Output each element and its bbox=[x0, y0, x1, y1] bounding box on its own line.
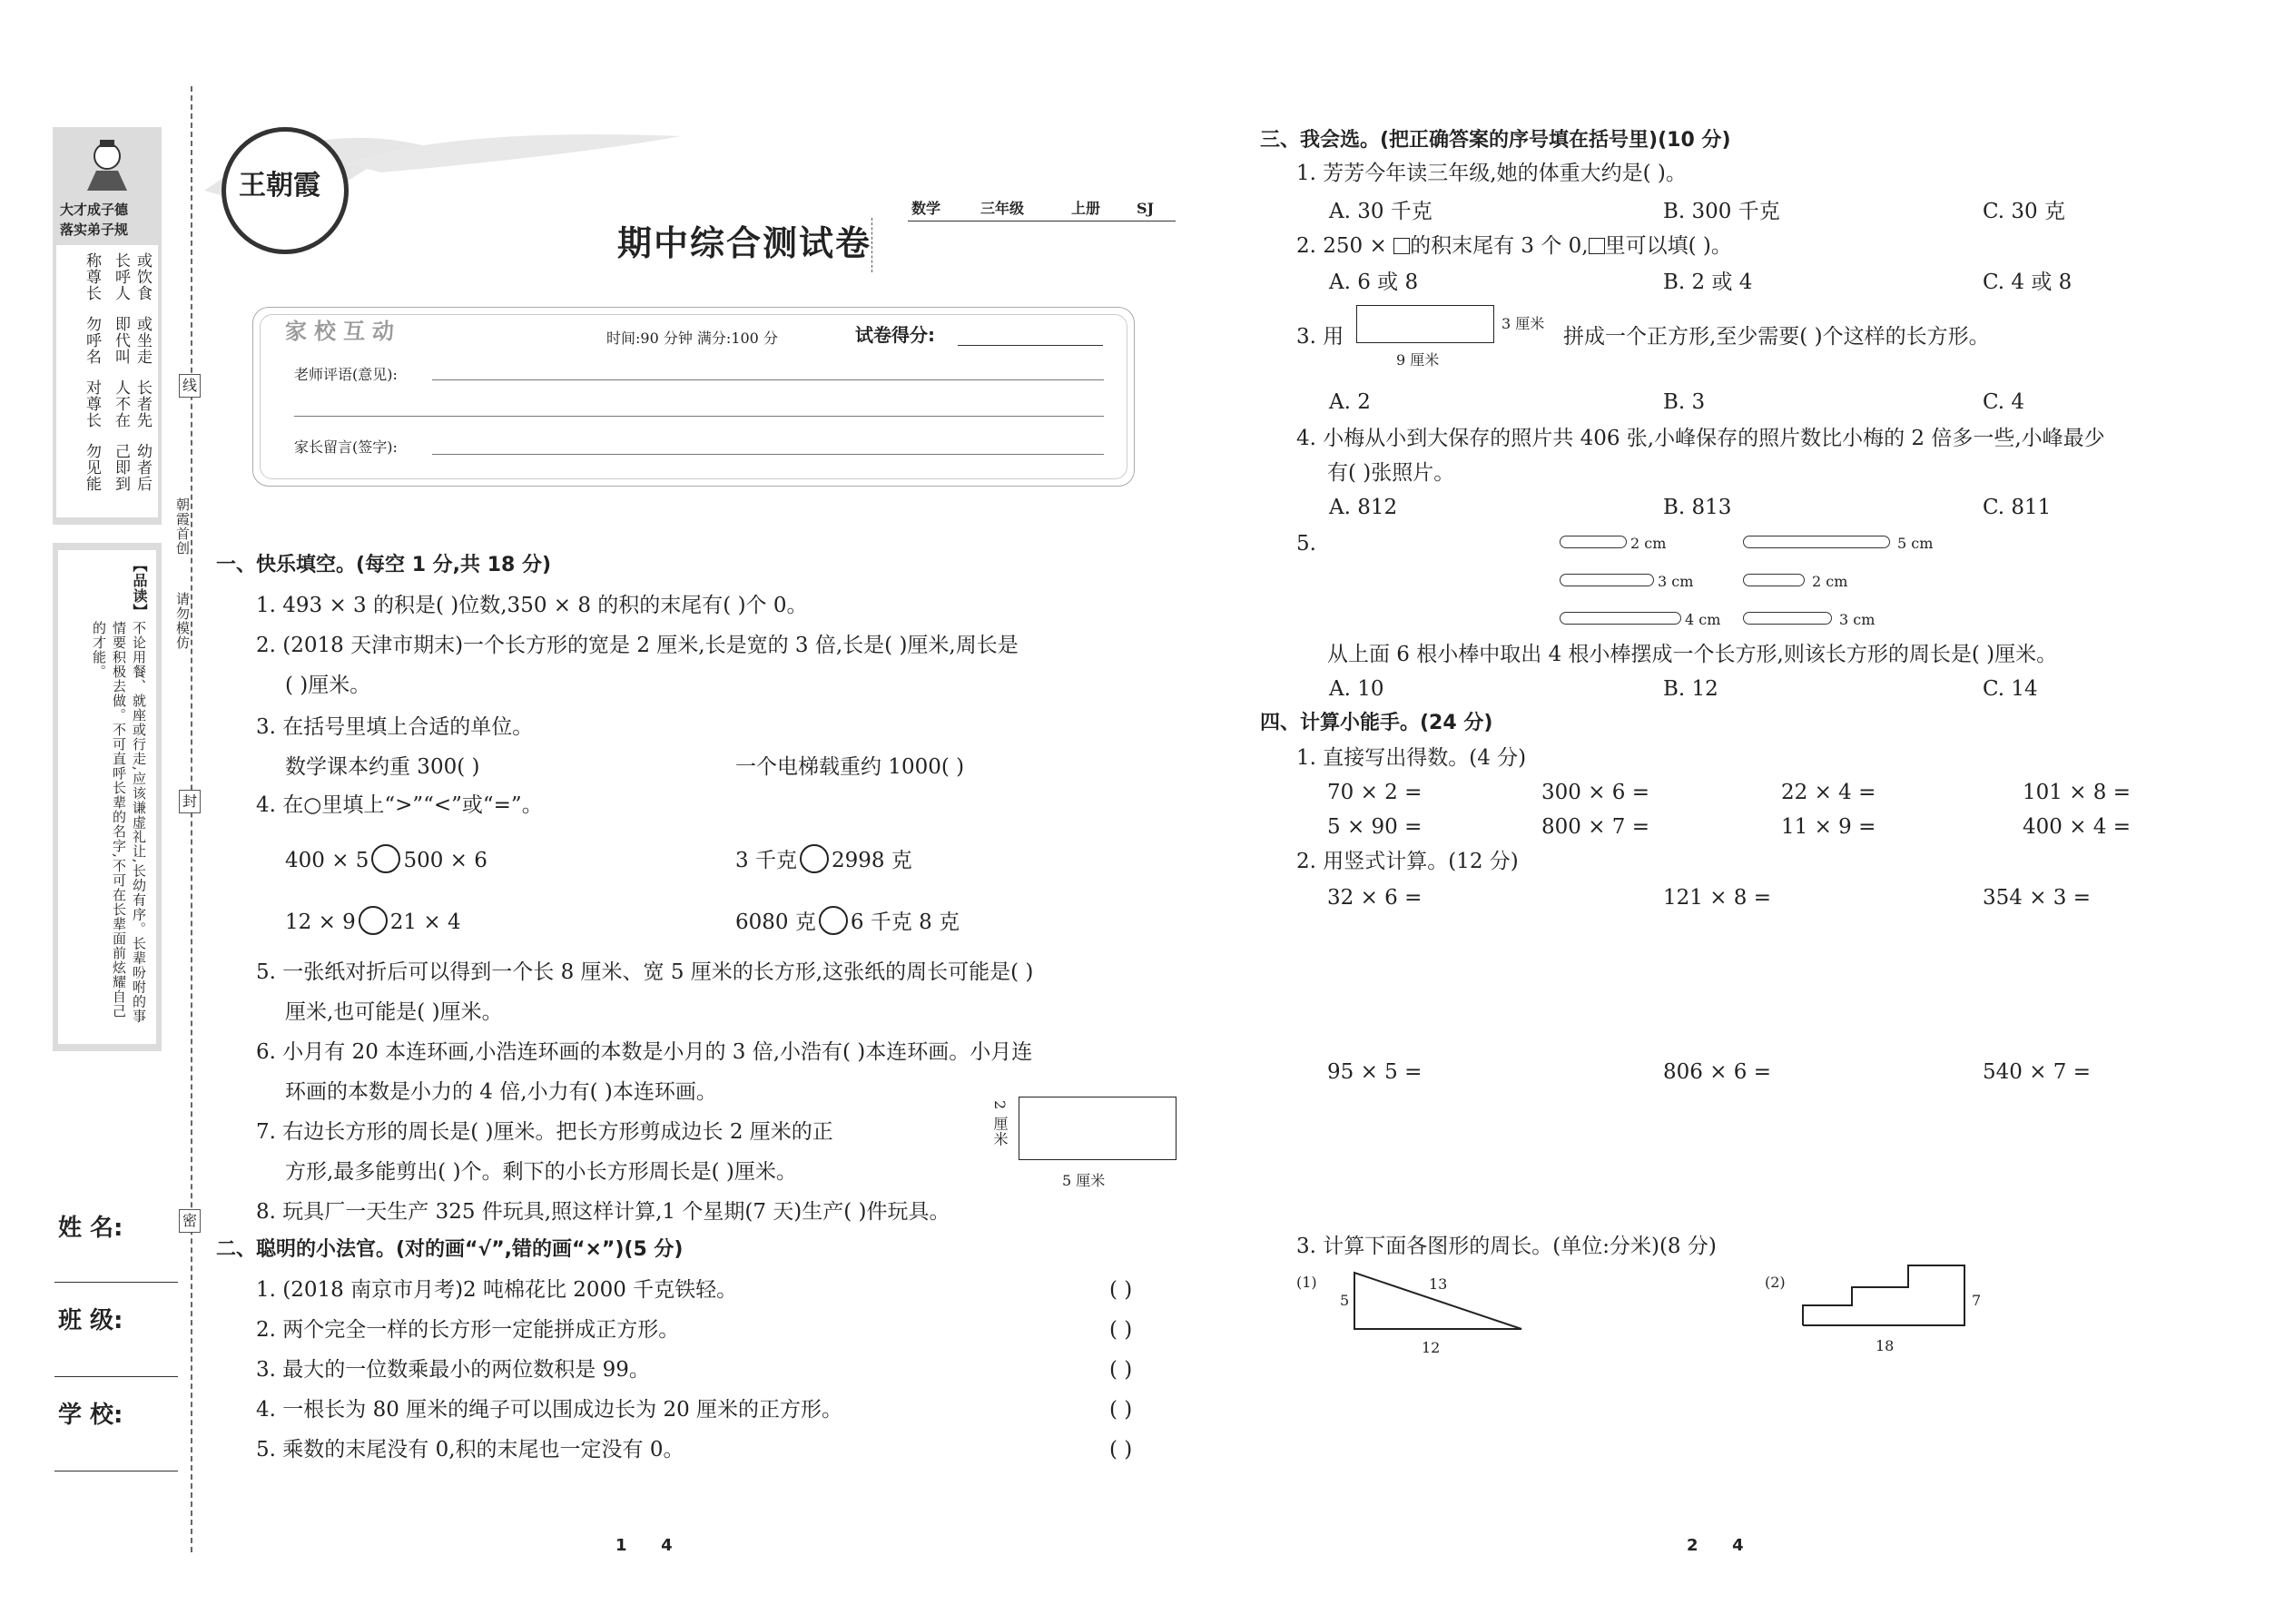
side-title-1: 大才成子德 bbox=[60, 202, 129, 218]
p1-q8: 8. 玩具厂一天生产 325 件玩具,照这样计算,1 个星期(7 天)生产( )件玩具。 bbox=[256, 1200, 950, 1224]
fig2-side-b: 18 bbox=[1876, 1337, 1895, 1354]
calc-item: 121 × 8 = bbox=[1663, 886, 1772, 910]
stick-label: 5 cm bbox=[1897, 535, 1934, 552]
class-label: 班 级: bbox=[58, 1307, 123, 1334]
stick bbox=[1560, 536, 1627, 548]
p3-q5: 5. bbox=[1296, 532, 1316, 556]
fig1-label: (1) bbox=[1296, 1274, 1317, 1291]
verse-col: 勿见能 bbox=[83, 443, 101, 492]
q3-rectangle bbox=[1356, 305, 1494, 343]
fig1-side-c: 13 bbox=[1429, 1275, 1448, 1293]
section-badge: 家校互动 bbox=[280, 318, 407, 345]
verse-col: 己即到 bbox=[112, 443, 130, 492]
page-number-right: 2 4 bbox=[1687, 1536, 1744, 1555]
binding-line bbox=[191, 86, 192, 1552]
name-label: 姓 名: bbox=[58, 1215, 123, 1242]
p1-q3b: 一个电梯载重约 1000( ) bbox=[735, 755, 965, 779]
page-title: 期中综合测试卷 bbox=[617, 222, 872, 263]
p3-q5-c[interactable]: C. 14 bbox=[1983, 677, 2038, 701]
p1-q4a: 400 × 5 500 × 6 bbox=[285, 844, 487, 874]
tag-subject: 数学 bbox=[911, 200, 941, 217]
stick-label: 2 cm bbox=[1630, 535, 1667, 552]
q7-width-label: 5 厘米 bbox=[1062, 1172, 1106, 1189]
p1-q5a: 5. 一张纸对折后可以得到一个长 8 厘米、宽 5 厘米的长方形,这张纸的周长可能是( ) bbox=[256, 960, 1034, 984]
compare-circle[interactable] bbox=[819, 906, 848, 935]
p4-s3: 3. 计算下面各图形的周长。(单位:分米)(8 分) bbox=[1296, 1235, 1717, 1258]
p2-item-5: 5. 乘数的末尾没有 0,积的末尾也一定没有 0。 bbox=[256, 1438, 684, 1462]
answer-paren[interactable]: ( ) bbox=[1109, 1358, 1133, 1382]
staircase-figure bbox=[1801, 1264, 1966, 1327]
p3-q4-a[interactable]: A. 812 bbox=[1329, 496, 1398, 519]
fig2-side-a: 7 bbox=[1972, 1292, 1982, 1309]
p1-q7a: 7. 右边长方形的周长是( )厘米。把长方形剪成边长 2 厘米的正 bbox=[256, 1120, 833, 1144]
fig1-side-a: 5 bbox=[1340, 1292, 1350, 1309]
p3-q1-b[interactable]: B. 300 千克 bbox=[1663, 200, 1780, 223]
answer-paren[interactable]: ( ) bbox=[1109, 1278, 1133, 1302]
copyright-1: 朝霞首创 bbox=[174, 497, 191, 556]
compare-circle[interactable] bbox=[371, 844, 400, 873]
stick bbox=[1743, 574, 1805, 586]
p3-q5-a[interactable]: A. 10 bbox=[1329, 677, 1384, 701]
p3-q4b: 有( )张照片。 bbox=[1327, 461, 1455, 485]
p3-q5-text: 从上面 6 根小棒中取出 4 根小棒摆成一个长方形,则该长方形的周长是( )厘米。 bbox=[1327, 643, 2058, 666]
q7-height-label: 2 厘米 bbox=[991, 1100, 1009, 1147]
teacher-comment-field[interactable] bbox=[432, 379, 1104, 380]
calc-item: 806 × 6 = bbox=[1663, 1060, 1772, 1084]
verse-box bbox=[56, 245, 158, 517]
fold-mark-secret: 密 bbox=[179, 1209, 201, 1233]
score-field[interactable] bbox=[958, 345, 1103, 346]
school-label: 学 校: bbox=[58, 1402, 123, 1429]
calc-item: 300 × 6 = bbox=[1541, 781, 1650, 804]
p3-q4a: 4. 小梅从小到大保存的照片共 406 张,小峰保存的照片数比小梅的 2 倍多一些,小峰最少 bbox=[1296, 427, 2105, 450]
page-number-left: 1 4 bbox=[615, 1536, 673, 1555]
p4-s2: 2. 用竖式计算。(12 分) bbox=[1296, 850, 1519, 873]
p1-q1: 1. 493 × 3 的积是( )位数,350 × 8 的积的末尾有( )个 0。 bbox=[256, 594, 808, 617]
stick bbox=[1743, 536, 1890, 548]
p3-q3-a[interactable]: A. 2 bbox=[1329, 390, 1371, 414]
fold-mark-seal: 封 bbox=[179, 790, 201, 813]
p1-q3a: 数学课本约重 300( ) bbox=[285, 755, 480, 779]
verse-col: 称尊长 bbox=[83, 252, 101, 301]
mascot-icon bbox=[80, 138, 134, 192]
p1-q2a: 2. (2018 天津市期末)一个长方形的宽是 2 厘米,长是宽的 3 倍,长是( )厘米,周长是 bbox=[256, 634, 1019, 657]
answer-paren[interactable]: ( ) bbox=[1109, 1318, 1133, 1342]
class-field[interactable] bbox=[54, 1376, 178, 1377]
copyright-2: 请勿模仿 bbox=[174, 592, 191, 650]
q3-height-label: 3 厘米 bbox=[1501, 315, 1545, 332]
tag-grade: 三年级 bbox=[980, 200, 1025, 217]
p3-q2: 2. 250 × 的积末尾有 3 个 0, 里可以填( )。 bbox=[1296, 234, 1732, 258]
p3-q2-b[interactable]: B. 2 或 4 bbox=[1663, 271, 1753, 294]
name-field[interactable] bbox=[54, 1282, 178, 1283]
title-bracket bbox=[871, 218, 1181, 272]
p3-q2-a[interactable]: A. 6 或 8 bbox=[1329, 271, 1419, 294]
p2-item-1: 1. (2018 南京市月考)2 吨棉花比 2000 千克铁轻。 bbox=[256, 1278, 738, 1302]
calc-item: 5 × 90 = bbox=[1327, 815, 1423, 839]
p1-q4b: 3 千克 2998 克 bbox=[735, 844, 912, 874]
p2-item-3: 3. 最大的一位数乘最小的两位数积是 99。 bbox=[256, 1358, 650, 1382]
answer-paren[interactable]: ( ) bbox=[1109, 1438, 1133, 1462]
calc-item: 101 × 8 = bbox=[2023, 781, 2132, 804]
calc-item: 800 × 7 = bbox=[1541, 815, 1650, 839]
calc-item: 400 × 4 = bbox=[2023, 815, 2132, 839]
p2-item-2: 2. 两个完全一样的长方形一定能拼成正方形。 bbox=[256, 1318, 680, 1342]
parent-comment-field[interactable] bbox=[432, 454, 1104, 455]
p3-q1-c[interactable]: C. 30 克 bbox=[1983, 200, 2065, 223]
part2-title: 二、聪明的小法官。(对的画“√”,错的画“×”)(5 分) bbox=[216, 1238, 684, 1261]
verse-col: 或坐走 bbox=[133, 316, 152, 365]
p4-s1: 1. 直接写出得数。(4 分) bbox=[1296, 746, 1527, 770]
p3-q3-pre: 3. 用 bbox=[1296, 325, 1344, 349]
calc-item: 70 × 2 = bbox=[1327, 781, 1423, 804]
p1-q3: 3. 在括号里填上合适的单位。 bbox=[256, 715, 534, 739]
teacher-comment-label: 老师评语(意见): bbox=[294, 366, 398, 383]
p1-q6b: 环画的本数是小力的 4 倍,小力有( )本连环画。 bbox=[285, 1080, 717, 1104]
p1-q4: 4. 在○里填上“>”“<”或“=”。 bbox=[256, 793, 543, 817]
verse-col: 长者先 bbox=[133, 379, 152, 428]
stick-label: 3 cm bbox=[1658, 573, 1694, 590]
calc-item: 540 × 7 = bbox=[1983, 1060, 2092, 1084]
parent-comment-label: 家长留言(签字): bbox=[294, 438, 398, 456]
tag-volume: 上册 bbox=[1071, 200, 1101, 217]
calc-item: 22 × 4 = bbox=[1781, 781, 1876, 804]
p3-q4-b[interactable]: B. 813 bbox=[1663, 496, 1732, 519]
p3-q3-b[interactable]: B. 3 bbox=[1663, 390, 1706, 414]
reading-label: 【品读】 bbox=[131, 557, 148, 619]
calc-item: 11 × 9 = bbox=[1781, 815, 1876, 839]
stick bbox=[1560, 612, 1681, 625]
subject-tags bbox=[908, 195, 1176, 221]
p1-q4c: 12 × 9 21 × 4 bbox=[285, 906, 461, 936]
stick bbox=[1560, 574, 1654, 586]
tag-edition: SJ bbox=[1137, 200, 1155, 217]
p3-q1: 1. 芳芳今年读三年级,她的体重大约是( )。 bbox=[1296, 162, 1687, 185]
p3-q1-a[interactable]: A. 30 千克 bbox=[1329, 200, 1433, 223]
calc-item: 32 × 6 = bbox=[1327, 886, 1423, 910]
side-banner bbox=[53, 127, 162, 525]
p1-q4d: 6080 克 6 千克 8 克 bbox=[735, 906, 960, 936]
verse-col: 人不在 bbox=[112, 379, 130, 428]
calc-item: 95 × 5 = bbox=[1327, 1060, 1423, 1084]
logo-icon bbox=[222, 127, 349, 254]
stick-label: 3 cm bbox=[1839, 611, 1876, 628]
square-blank-icon bbox=[1589, 238, 1605, 254]
verse-col: 对尊长 bbox=[83, 379, 101, 428]
fold-mark-line: 线 bbox=[179, 374, 201, 398]
p3-q2-c[interactable]: C. 4 或 8 bbox=[1983, 271, 2072, 294]
q3-width-label: 9 厘米 bbox=[1396, 351, 1440, 369]
verse-col: 长呼人 bbox=[112, 252, 130, 301]
p3-q3-post: 拼成一个正方形,至少需要( )个这样的长方形。 bbox=[1563, 325, 1990, 349]
square-blank-icon bbox=[1393, 238, 1410, 254]
fig1-side-b: 12 bbox=[1422, 1339, 1441, 1356]
p1-q2b: ( )厘米。 bbox=[285, 674, 371, 697]
compare-circle[interactable] bbox=[800, 844, 829, 873]
p3-q4-c[interactable]: C. 811 bbox=[1983, 496, 2052, 519]
score-label: 试卷得分: bbox=[855, 324, 935, 346]
header-ribbon-2 bbox=[345, 118, 690, 172]
p3-q3-c[interactable]: C. 4 bbox=[1983, 390, 2025, 414]
verse-col: 勿呼名 bbox=[83, 316, 101, 365]
part4-title: 四、计算小能手。(24 分) bbox=[1260, 712, 1493, 734]
stick-label: 2 cm bbox=[1812, 573, 1848, 590]
p1-q6a: 6. 小月有 20 本连环画,小浩连环画的本数是小月的 3 倍,小浩有( )本连环画。小月连 bbox=[256, 1040, 1033, 1064]
compare-circle[interactable] bbox=[359, 906, 388, 935]
p1-q5b: 厘米,也可能是( )厘米。 bbox=[285, 1000, 503, 1024]
p3-q5-b[interactable]: B. 12 bbox=[1663, 677, 1718, 701]
answer-paren[interactable]: ( ) bbox=[1109, 1398, 1133, 1422]
logo-text: 王朝霞 bbox=[239, 170, 320, 202]
calc-item: 354 × 3 = bbox=[1983, 886, 2092, 910]
q7-rectangle bbox=[1019, 1097, 1177, 1160]
reading-panel bbox=[53, 543, 162, 1051]
reading-text: 不论用餐、就座或行走,应该谦虚礼让,长幼有序。长辈吩咐的事情要积极去做。不可直呼长辈的名字,不可在长辈面前炫耀自己的才能。 bbox=[91, 621, 147, 1024]
fig2-label: (2) bbox=[1765, 1274, 1786, 1291]
time-info: 时间:90 分钟 满分:100 分 bbox=[606, 330, 778, 347]
verse-col: 即代叫 bbox=[112, 316, 130, 365]
part3-title: 三、我会选。(把正确答案的序号填在括号里)(10 分) bbox=[1260, 129, 1731, 152]
verse-col: 或饮食 bbox=[133, 252, 152, 301]
verse-col: 幼者后 bbox=[133, 443, 152, 492]
p2-item-4: 4. 一根长为 80 厘米的绳子可以围成边长为 20 厘米的正方形。 bbox=[256, 1398, 843, 1422]
stick bbox=[1743, 612, 1832, 625]
stick-label: 4 cm bbox=[1685, 611, 1721, 628]
part1-title: 一、快乐填空。(每空 1 分,共 18 分) bbox=[216, 554, 552, 576]
teacher-comment-field-2[interactable] bbox=[294, 416, 1104, 417]
p1-q7b: 方形,最多能剪出( )个。剩下的小长方形周长是( )厘米。 bbox=[285, 1160, 797, 1184]
side-title-2: 落实弟子规 bbox=[60, 221, 129, 238]
